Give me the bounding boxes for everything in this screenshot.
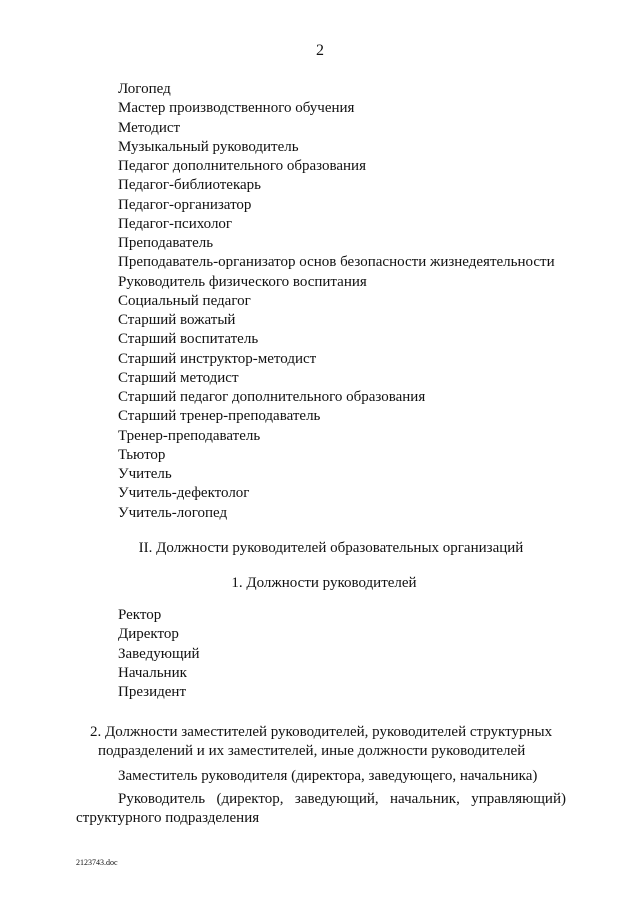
paragraph-word: начальник,: [390, 791, 460, 807]
list-item: Тренер-преподаватель: [118, 427, 261, 444]
list-item: Педагог-психолог: [118, 215, 233, 232]
list-item: Учитель-дефектолог: [118, 485, 250, 502]
list-item: Руководитель физического воспитания: [118, 273, 367, 290]
list-item: Логопед: [118, 81, 171, 97]
list-item: Директор: [118, 626, 179, 643]
list-item: Старший педагог дополнительного образования: [118, 389, 426, 405]
list-item: Старший вожатый: [118, 312, 236, 328]
page-number: 2: [316, 42, 324, 59]
list-item: Педагог-организатор: [118, 196, 252, 213]
paragraph-word: заведующий,: [294, 791, 379, 807]
list-item: Старший методист: [118, 369, 239, 386]
positions-list: [118, 80, 555, 523]
paragraph-word: (директор,: [216, 791, 284, 807]
list-item: Старший тренер-преподаватель: [118, 408, 321, 425]
list-item: Преподаватель-организатор основ безопасности жизнедеятельности: [118, 254, 555, 271]
heads-list: [118, 606, 200, 702]
list-item: Педагог дополнительного образования: [118, 158, 366, 174]
section-heading: II. Должности руководителей образовательных организаций: [138, 540, 524, 556]
list-item: Социальный педагог: [118, 292, 251, 309]
paragraph-word: управляющий): [471, 791, 566, 807]
paragraph-word: Руководитель: [118, 791, 206, 807]
subheading-heads: 1. Должности руководителей: [231, 575, 417, 591]
deputy-position: Заместитель руководителя (директора, заведующего, начальника): [118, 768, 538, 784]
list-item: Педагог-библиотекарь: [118, 177, 262, 194]
paragraph-line-1: [76, 790, 566, 809]
list-item: Начальник: [118, 664, 187, 681]
list-item: Старший инструктор-методист: [118, 350, 317, 367]
list-item: Заведующий: [118, 645, 200, 662]
structural-head-paragraph: [76, 790, 566, 828]
list-item: Мастер производственного обучения: [118, 100, 355, 117]
list-item: Музыкальный руководитель: [118, 138, 299, 155]
document-code: 2123743.doc: [76, 858, 118, 867]
list-item: Президент: [118, 684, 186, 700]
list-item: Ректор: [118, 607, 162, 623]
list-item: Учитель: [118, 466, 172, 482]
paragraph-line-2: структурного подразделения: [76, 810, 260, 826]
list-item: Учитель-логопед: [118, 504, 228, 521]
subheading-deputies: [90, 723, 570, 761]
list-item: Тьютор: [118, 446, 166, 463]
list-item: Преподаватель: [118, 235, 214, 251]
subheading-deputies-line2: подразделений и их заместителей, иные должности руководителей: [98, 743, 526, 759]
list-item: Методист: [118, 119, 181, 136]
list-item: Старший воспитатель: [118, 331, 259, 348]
subheading-deputies-line1: 2. Должности заместителей руководителей, руководителей структурных: [90, 724, 553, 740]
